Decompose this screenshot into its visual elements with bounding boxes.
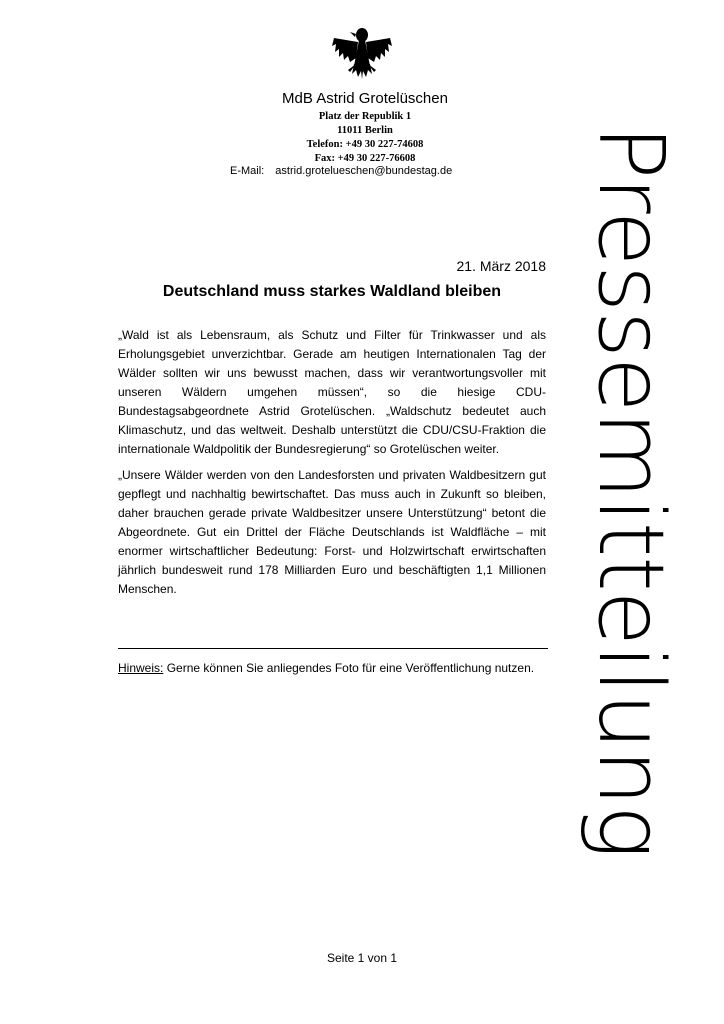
email-address[interactable]: astrid.grotelueschen@bundestag.de (275, 165, 453, 177)
bundesadler-icon (330, 22, 394, 84)
note (118, 661, 558, 675)
telephone: Telefon: +49 30 227-74608 (306, 139, 424, 150)
fax: Fax: +49 30 227-76608 (314, 153, 416, 164)
address-city: 11011 Berlin (337, 125, 393, 136)
paragraph: „Wald ist als Lebensraum, als Schutz und Filter für Trinkwasser und als Erholungsgebiet unverzichtbar. Gerade am heutigen Internationalen Tag der Wälder sollten wir uns bewusst machen, dass wir verantwortungsvoller mit unseren Wäldern umgehen müssen“, so die hiesige CDU-Bundestagsabgeordnete Astrid Grotelüschen. „Waldschutz bedeutet auch Klimaschutz, und das weltweit. Deshalb unterstützt die CDU/CSU-Fraktion die internationale Waldpolitik der Bundesregierung“ so Grotelüschen weiter. (118, 328, 546, 456)
paragraph: „Unsere Wälder werden von den Landesforsten und privaten Waldbesitzern gut gepflegt und nachhaltig bewirtschaftet. Das muss auch in Zukunft so bleiben, daher brauchen gerade private Waldbesitzer unsere Unterstützung“ betont die Abgeordnete. Gut ein Drittel der Fläche Deutschlands ist Waldfläche – mit enormer wirtschaftlicher Bedeutung: Forst- und Holzwirtschaft erwirtschaften jährlich bundesweit rund 178 Milliarden Euro und beschäftigten 1,1 Millionen Menschen. (118, 468, 546, 596)
author-name: MdB Astrid Grotelüschen (282, 90, 448, 107)
release-date: 21. März 2018 (456, 258, 546, 274)
note-label: Hinweis: (118, 661, 164, 675)
side-title-text: Pressemitteilung (578, 125, 683, 858)
page-number: Seite 1 von 1 (326, 951, 398, 965)
side-title (578, 125, 683, 858)
note-text: Gerne können Sie anliegendes Foto für eine Veröffentlichung nutzen. (166, 661, 535, 675)
email-line (230, 165, 530, 177)
headline: Deutschland muss starkes Waldland bleiben (162, 283, 502, 300)
email-label: E-Mail: (230, 165, 265, 177)
address-street: Platz der Republik 1 (318, 111, 412, 122)
divider (118, 648, 548, 649)
